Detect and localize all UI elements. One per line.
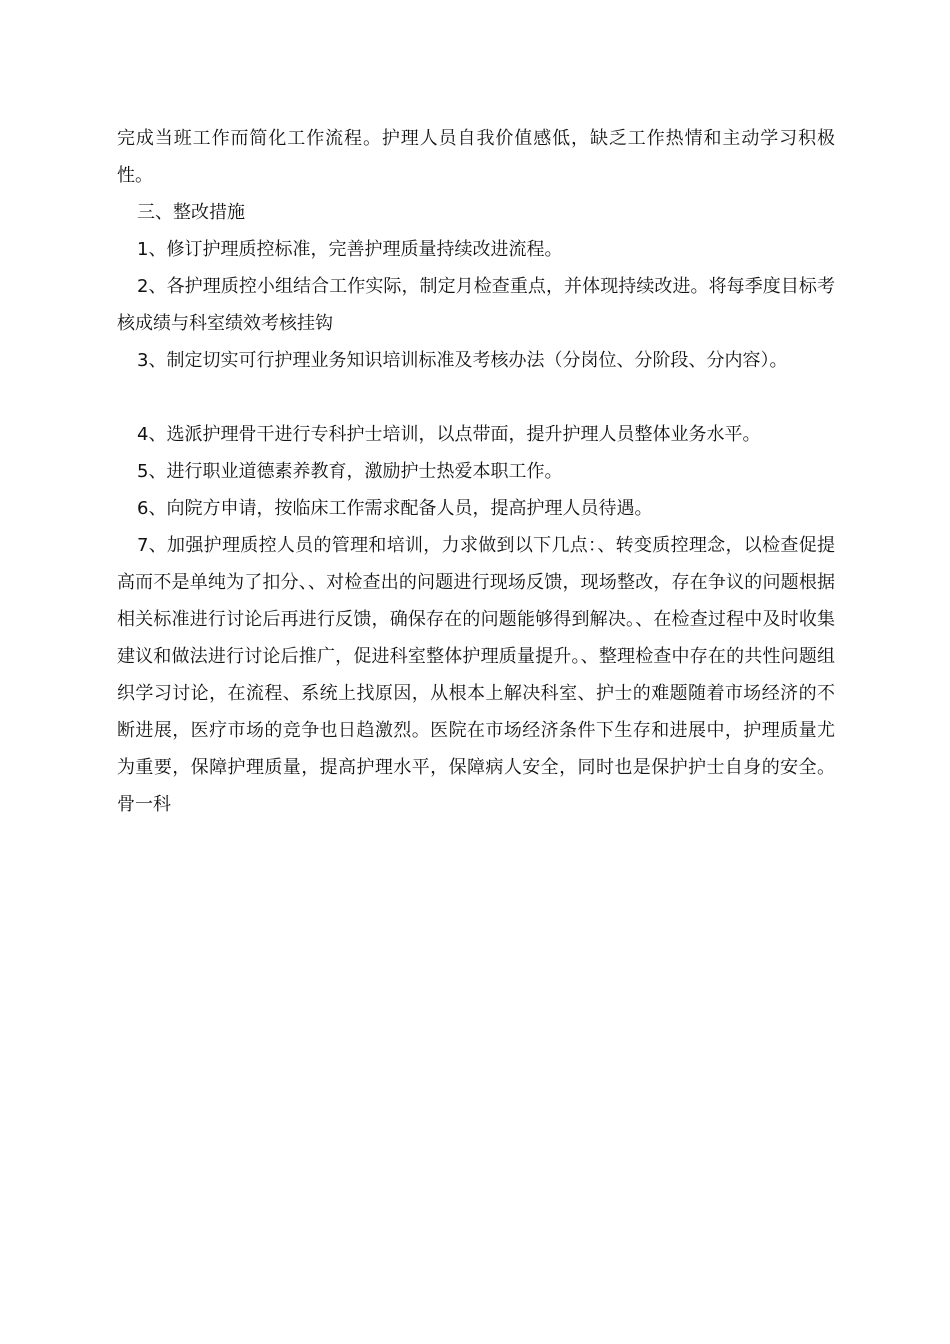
section-heading-rectification: 三、整改措施: [137, 202, 245, 223]
list-item-3: 3、制定切实可行护理业务知识培训标准及考核办法（分岗位、分阶段、分内容）。: [137, 350, 788, 371]
list-item-1: 1、修订护理质控标准，完善护理质量持续改进流程。: [137, 239, 563, 260]
paragraph-continuation: 完成当班工作而简化工作流程。护理人员自我价值感低，缺乏工作热情和主动学习积极性。: [117, 128, 835, 186]
list-item-6: 6、向院方申请，按临床工作需求配备人员，提高护理人员待遇。: [137, 498, 653, 519]
list-item-5: 5、进行职业道德素养教育，激励护士热爱本职工作。: [137, 461, 563, 482]
list-item-4: 4、选派护理骨干进行专科护士培训，以点带面，提升护理人员整体业务水平。: [137, 424, 761, 445]
list-item-2: 2、各护理质控小组结合工作实际，制定月检查重点，并体现持续改进。将每季度目标考核成绩与科室绩效考核挂钩: [117, 276, 835, 334]
list-item-7: 7、加强护理质控人员的管理和培训，力求做到以下几点：、转变质控理念，以检查促提高而不是单纯为了扣分、、对检查出的问题进行现场反馈，现场整改，存在争议的问题根据相关标准进行讨论后再进行反馈，确保存在的问题能够得到解决。、在检查过程中及时收集建议和做法进行讨论后推广，促进科室整体护理质量提升。、整理检查中存在的共性问题组织学习讨论，在流程、系统上找原因，从根本上解决科室、护士的难题随着市场经济的不断进展，医疗市场的竞争也日趋激烈。医院在市场经济条件下生存和进展中，护理质量尤为重要，保障护理质量，提高护理水平，保障病人安全，同时也是保护护士自身的安全。骨一科: [117, 535, 835, 815]
document-body: [117, 120, 835, 823]
